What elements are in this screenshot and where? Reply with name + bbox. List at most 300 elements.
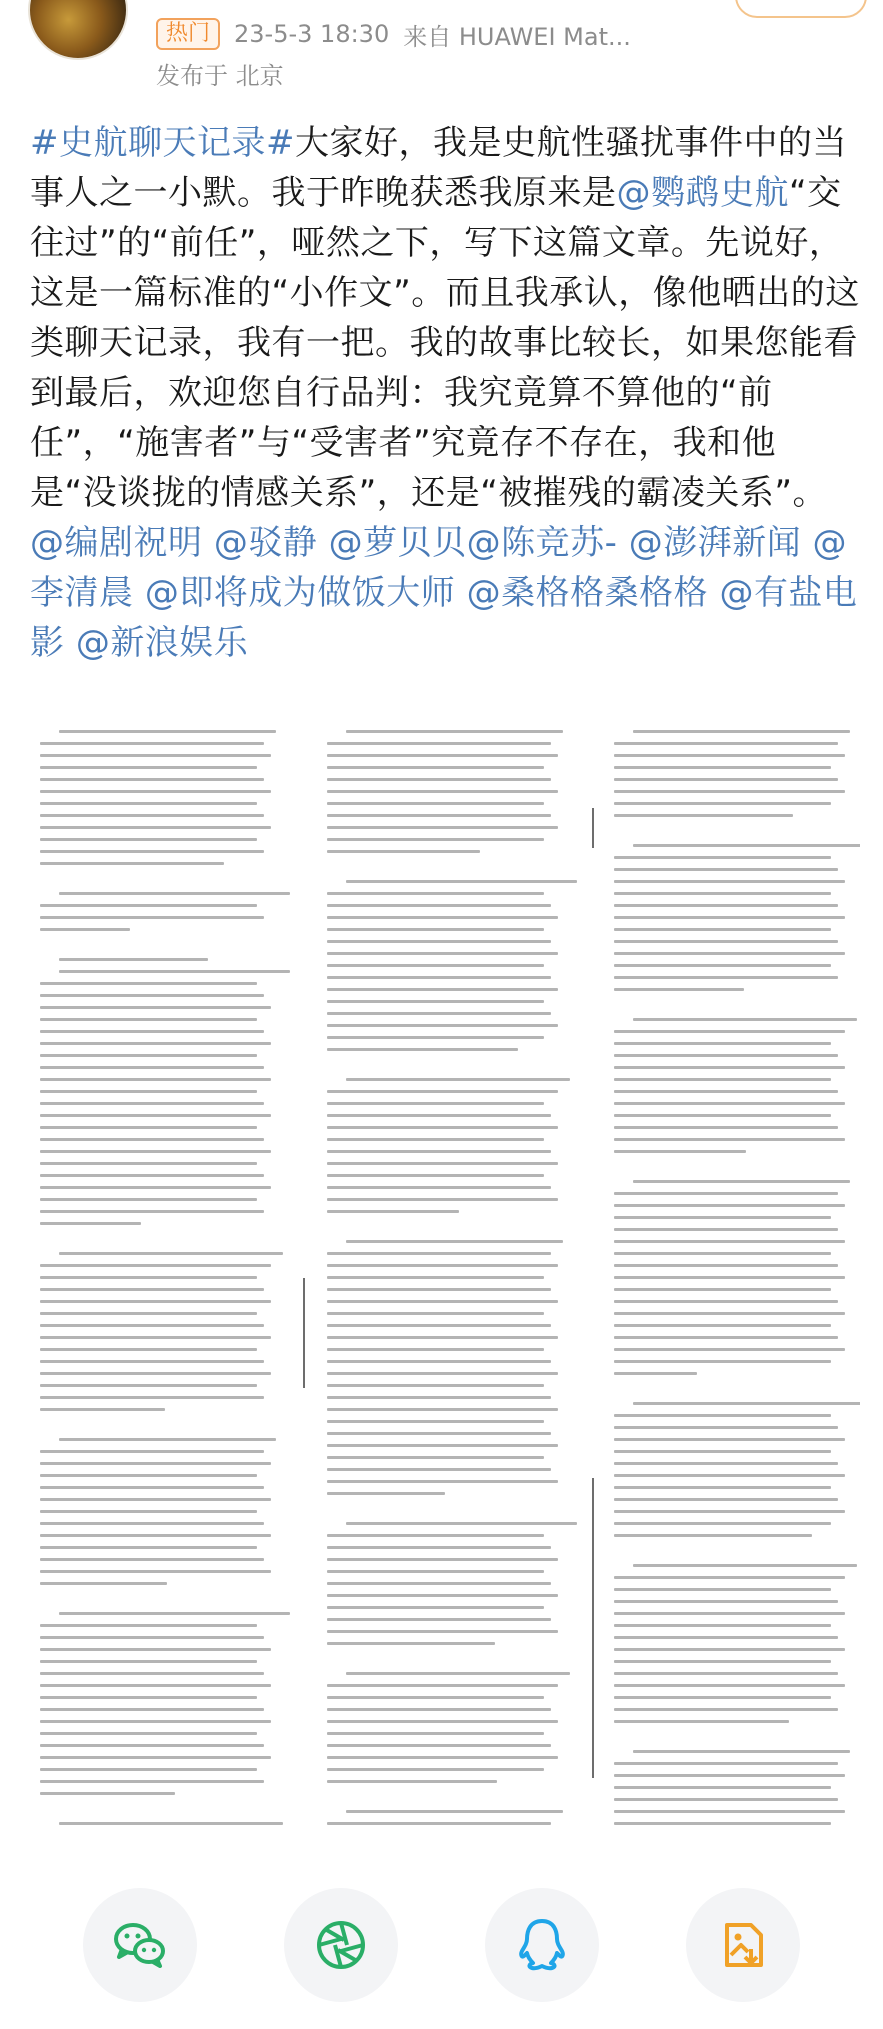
article-text-line [614,1474,845,1477]
article-text-line [327,1630,558,1633]
article-text-line [614,1438,845,1441]
article-text-line [327,838,544,841]
article-text-line [327,1312,544,1315]
article-text-line [327,1720,558,1723]
article-text-line [614,1042,831,1045]
article-column [40,730,276,1828]
article-text-line [327,1396,551,1399]
article-text-line [327,1756,558,1759]
post-meta [156,14,631,54]
article-text-line [614,1588,831,1591]
article-text-line [346,880,577,883]
mention-link[interactable]: @李清晨 [30,523,848,613]
article-text-line [40,1408,165,1411]
article-text-line [40,1546,257,1549]
article-text-line [40,790,271,793]
article-text-line [327,1468,551,1471]
article-text-line [614,1522,831,1525]
article-text-line [614,1450,831,1453]
article-text-line [327,1696,544,1699]
article-text-line [614,892,831,895]
article-text-line [614,976,838,979]
article-text-line [327,1000,544,1003]
article-text-line [40,1078,271,1081]
article-text-line [40,1780,264,1783]
article-text-line [614,1336,838,1339]
article-text-line [346,1672,570,1675]
article-text-line [327,1768,544,1771]
article-text-line [614,1252,831,1255]
article-text-line [614,790,845,793]
article-text-line [327,1822,551,1825]
follow-button[interactable] [735,0,867,18]
article-text-line [327,1558,558,1561]
article-text-line [327,1198,558,1201]
article-text-line [327,1264,558,1267]
post-timestamp: 23-5-3 18:30 [234,20,390,48]
article-text-line [327,1288,551,1291]
article-text-line [614,1636,838,1639]
article-text-line [614,814,793,817]
post-paragraph-1: 大家好，我是史航性骚扰事件中的当事人之一小默。我于昨晚获悉我原来是 [30,123,847,213]
article-text-line [327,1708,551,1711]
article-text-line [40,1312,257,1315]
mention-link[interactable]: @陈竞苏- [466,523,618,563]
article-text-line [40,802,257,805]
article-text-line [40,1288,264,1291]
article-text-line [614,880,845,883]
article-text-line [327,1048,518,1051]
article-text-line [327,1444,558,1447]
hot-badge: 热门 [156,18,220,50]
article-text-line [327,964,544,967]
article-text-line [40,1006,271,1009]
article-text-line [40,1660,257,1663]
paragraph-gap [40,1804,276,1822]
article-text-line [633,1564,857,1567]
article-text-line [40,1570,271,1573]
paragraph-gap [40,1234,276,1252]
article-text-line [327,892,544,895]
article-text-line [327,1276,544,1279]
article-text-line [40,982,257,985]
article-text-line [614,1114,831,1117]
article-text-line [40,1186,271,1189]
article-text-line [327,1384,544,1387]
article-text-line [614,1786,831,1789]
article-text-line [327,850,480,853]
article-text-line [40,1264,271,1267]
article-text-line [614,1288,831,1291]
article-text-line [327,1480,558,1483]
article-text-line [614,1030,845,1033]
article-text-line [327,1456,544,1459]
article-text-line [614,742,838,745]
article-text-line [614,1066,845,1069]
article-text-line [40,1708,264,1711]
article-text-line [40,1744,264,1747]
article-text-line [327,1324,551,1327]
article-text-line [614,1612,845,1615]
article-text-line [614,1624,831,1627]
article-text-line [614,1300,838,1303]
paragraph-gap [614,1384,850,1402]
article-text-line [40,1672,264,1675]
article-text-line [614,1696,831,1699]
article-text-line [327,1642,495,1645]
article-text-line [346,1810,563,1813]
article-text-line [614,1204,845,1207]
article-text-line [614,1762,838,1765]
mention-link[interactable]: @即将成为做饭大师 [144,573,456,613]
share-bar [0,1860,883,2029]
article-text-line [327,1534,544,1537]
article-text-line [614,754,845,757]
article-text-line [40,1384,257,1387]
article-text-line [614,1534,812,1537]
article-text-line [614,802,831,805]
article-text-line [633,1180,850,1183]
article-text-line [327,1780,497,1783]
avatar[interactable] [28,0,128,60]
article-text-line [40,1066,264,1069]
article-text-line [327,1546,551,1549]
article-text-line [59,1822,283,1825]
article-text-line [633,844,860,847]
article-text-line [614,964,831,967]
share-qq-button[interactable] [485,1888,599,2002]
annotation-mark [303,1278,305,1388]
article-text-line [40,916,264,919]
article-text-line [346,1078,570,1081]
paragraph-gap [327,1654,563,1672]
article-text-line [40,1300,271,1303]
article-text-line [614,766,831,769]
article-text-line [327,1732,544,1735]
article-text-line [614,1708,838,1711]
article-text-line [40,1276,257,1279]
article-text-line [40,1486,264,1489]
article-text-line [40,1720,271,1723]
article-text-line [327,1606,544,1609]
article-text-line [327,1348,544,1351]
article-column [327,730,563,1828]
article-text-line [40,1174,264,1177]
article-text-line [614,1576,845,1579]
article-text-line [327,976,551,979]
article-text-line [327,1618,551,1621]
paragraph-gap [40,940,276,958]
article-text-line [40,1732,257,1735]
article-text-line [614,1264,838,1267]
article-text-line [614,1372,697,1375]
paragraph-gap [40,1420,276,1438]
paragraph-gap [614,826,850,844]
mention-link[interactable]: @有盐电影 [30,573,858,663]
mention-link[interactable]: @桑格格桑格格 [466,573,709,613]
article-text-line [614,916,845,919]
article-text-line [327,826,558,829]
article-text-line [614,1672,838,1675]
article-text-line [40,928,130,931]
article-text-line [327,1360,551,1363]
paragraph-gap [614,1546,850,1564]
article-text-line [327,916,558,919]
article-text-line [327,1102,544,1105]
article-text-line [614,940,838,943]
post-text [30,118,860,668]
article-text-line [327,1300,558,1303]
article-text-line [327,928,544,931]
article-text-line [327,1114,551,1117]
article-text-line [40,904,257,907]
wechat-icon [108,1913,172,1977]
moments-icon [309,1913,373,1977]
article-text-line [614,1138,845,1141]
article-text-line [614,1720,789,1723]
article-text-line [614,928,831,931]
article-text-line [40,1558,264,1561]
article-column [614,730,850,1828]
article-text-line [40,1498,271,1501]
article-text-line [327,1684,558,1687]
article-text-line [614,1192,838,1195]
article-text-line [40,1522,264,1525]
article-text-line [614,1216,831,1219]
article-text-line [327,988,558,991]
article-text-line [327,766,544,769]
article-text-line [614,1090,838,1093]
article-text-line [40,1162,257,1165]
article-text-line [346,1522,577,1525]
article-text-line [59,958,208,961]
article-text-line [614,1276,845,1279]
article-text-line [40,1222,141,1225]
article-text-line [40,766,257,769]
article-text-line [614,1648,845,1651]
qq-icon [510,1913,574,1977]
article-text-line [40,1372,271,1375]
attached-article-image[interactable] [30,718,860,1828]
annotation-mark [592,808,594,848]
article-text-line [40,1534,271,1537]
article-text-line [327,1186,551,1189]
article-text-line [327,940,551,943]
article-text-line [40,1396,264,1399]
article-text-line [327,1372,558,1375]
article-text-line [614,1486,831,1489]
article-text-line [59,892,290,895]
paragraph-gap [614,1162,850,1180]
article-text-line [40,1210,264,1213]
article-text-line [633,730,850,733]
article-text-line [327,1150,551,1153]
article-text-line [59,1438,276,1441]
article-text-line [59,1252,283,1255]
article-text-line [614,1078,831,1081]
article-text-line [40,826,271,829]
article-text-line [346,1240,563,1243]
article-text-line [40,1696,257,1699]
article-text-line [614,1660,831,1663]
article-text-line [40,1474,257,1477]
article-text-line [327,1492,445,1495]
article-text-line [40,850,264,853]
article-text-line [40,1348,257,1351]
article-text-line [327,1012,551,1015]
article-text-line [614,1498,838,1501]
article-text-line [614,1822,831,1825]
article-text-line [614,1054,838,1057]
article-text-line [614,868,838,871]
article-text-line [40,742,264,745]
article-text-line [40,1582,167,1585]
article-text-line [614,1150,746,1153]
mention-link[interactable]: @新浪娱乐 [75,623,249,663]
article-text-line [40,1042,271,1045]
save-image-button[interactable] [686,1888,800,2002]
article-text-line [327,1408,558,1411]
article-text-line [59,730,276,733]
paragraph-gap [327,1792,563,1810]
article-text-line [614,1774,845,1777]
share-wechat-button[interactable] [83,1888,197,2002]
paragraph-gap [327,862,563,880]
article-text-line [614,1240,845,1243]
article-text-line [40,778,264,781]
article-text-line [40,1114,271,1117]
article-text-line [40,1792,175,1795]
article-text-line [327,754,558,757]
paragraph-gap [40,1594,276,1612]
article-text-line [40,1138,264,1141]
article-text-line [40,1198,257,1201]
article-text-line [614,988,744,991]
article-text-line [327,952,558,955]
article-text-line [614,1414,831,1417]
article-text-line [40,1336,271,1339]
article-text-line [40,1510,257,1513]
hashtag-link[interactable]: #史航聊天记录# [30,123,295,163]
paragraph-gap [327,1222,563,1240]
post-paragraph-2: “交往过”的“前任”，哑然之下，写下这篇文章。先说好，这是一篇标准的“小作文”。而且我承认，像他晒出的这类聊天记录，我有一把。我的故事比较长，如果您能看到最后，欢迎您自行品判：我究竟算不算他的“前任”，“施害者”与“受害者”究竟存不存在，我和他是“没谈拢的情感关系”，还是“被摧残的霸凌关系”。 [30,173,860,513]
article-text-line [40,994,264,997]
article-text-line [614,1360,831,1363]
article-text-line [614,1462,838,1465]
article-text-line [327,1162,558,1165]
article-text-line [40,1126,257,1129]
mention-link[interactable]: @萝贝贝 [328,523,467,563]
article-text-line [40,814,264,817]
article-text-line [614,1312,845,1315]
article-text-line [40,1030,264,1033]
article-text-line [40,1102,264,1105]
article-text-line [40,1462,271,1465]
article-text-line [346,730,563,733]
article-text-line [59,1612,290,1615]
article-text-line [40,1018,257,1021]
article-text-line [633,1402,860,1405]
article-text-line [614,1324,831,1327]
article-text-line [40,1624,257,1627]
article-text-line [614,1798,838,1801]
paragraph-gap [614,1732,850,1750]
article-text-line [327,814,551,817]
article-text-line [327,1570,544,1573]
article-text-line [327,1126,558,1129]
article-text-line [40,1150,271,1153]
article-text-line [40,754,271,757]
article-text-line [614,1102,845,1105]
article-text-line [614,904,838,907]
article-text-line [327,742,551,745]
article-text-line [327,802,544,805]
post-source: 来自 HUAWEI Mat... [403,22,631,51]
article-text-line [40,862,224,865]
article-text-line [327,1594,558,1597]
article-text-line [327,1420,544,1423]
article-text-line [327,1174,544,1177]
article-text-line [327,1138,544,1141]
mention-link[interactable]: @驳静 [213,523,318,563]
article-text-line [614,1348,845,1351]
post-location: 发布于 北京 [156,62,284,90]
article-text-line [327,1036,544,1039]
article-text-line [614,1510,845,1513]
save-image-icon [711,1913,775,1977]
article-text-line [327,1336,558,1339]
article-text-line [327,1744,551,1747]
article-text-line [614,1228,838,1231]
article-text-line [327,1432,551,1435]
article-text-line [614,952,845,955]
article-text-line [40,1450,264,1453]
article-text-line [40,1648,271,1651]
article-text-line [40,1360,264,1363]
article-text-line [327,1582,551,1585]
article-text-line [614,1126,838,1129]
article-text-line [40,1756,271,1759]
paragraph-gap [327,1504,563,1522]
share-moments-button[interactable] [284,1888,398,2002]
annotation-mark [592,1478,594,1778]
article-text-line [40,838,257,841]
article-text-line [40,1090,257,1093]
paragraph-gap [40,874,276,892]
mention-link[interactable]: @澎湃新闻 [628,523,802,563]
paragraph-gap [614,1000,850,1018]
article-text-line [40,1768,257,1771]
article-text-line [40,1684,271,1687]
mention-link[interactable]: @编剧祝明 [30,523,203,563]
article-text-line [327,778,551,781]
article-text-line [327,904,551,907]
article-text-line [40,1636,264,1639]
mention-link[interactable]: @鹦鹉史航 [616,173,789,213]
article-text-line [633,1750,850,1753]
article-text-line [614,1426,838,1429]
article-text-line [614,856,831,859]
article-text-line [327,1252,551,1255]
article-text-line [614,778,838,781]
article-text-line [40,1054,257,1057]
article-text-line [59,970,290,973]
article-text-line [327,1090,558,1093]
article-text-line [40,1324,264,1327]
paragraph-gap [327,1060,563,1078]
article-text-line [327,1210,459,1213]
article-text-line [614,1600,838,1603]
